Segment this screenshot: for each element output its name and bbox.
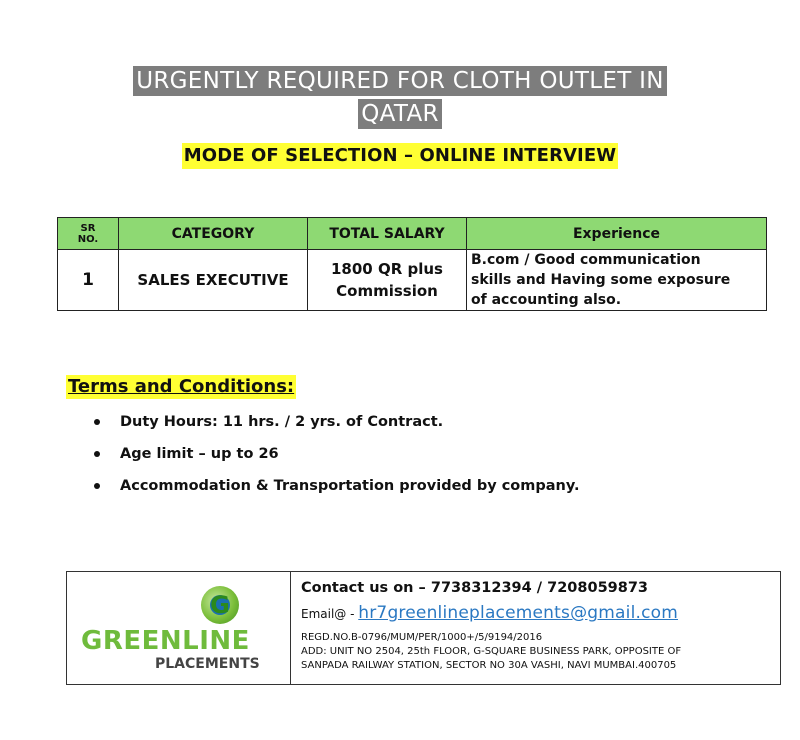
experience-line-2: skills and Having some exposure xyxy=(471,272,731,288)
contact-phone: Contact us on – 7738312394 / 7208059873 xyxy=(301,580,649,596)
header-total-salary: TOTAL SALARY xyxy=(308,218,467,250)
page-title xyxy=(0,66,800,129)
logo-letter: G xyxy=(210,591,230,619)
bullet-icon xyxy=(94,483,100,489)
selection-mode-subtitle: MODE OF SELECTION – ONLINE INTERVIEW xyxy=(182,143,618,169)
title-line-2: QATAR xyxy=(358,99,442,129)
cell-experience xyxy=(467,250,767,311)
bullet-icon xyxy=(94,419,100,425)
term-text: Duty Hours: 11 hrs. / 2 yrs. of Contract. xyxy=(120,414,444,430)
header-sr-no xyxy=(58,218,119,250)
list-item xyxy=(92,440,580,472)
table-row xyxy=(58,250,767,311)
header-sr-line1: SR xyxy=(80,222,96,234)
cell-category: SALES EXECUTIVE xyxy=(119,250,308,311)
salary-line-1: 1800 QR plus xyxy=(331,260,443,278)
title-line-1: URGENTLY REQUIRED FOR CLOTH OUTLET IN xyxy=(133,66,667,96)
subtitle-wrap xyxy=(0,143,800,169)
header-sr-line2: NO. xyxy=(77,233,99,245)
table-header-row xyxy=(58,218,767,250)
email-label: Email@ - xyxy=(301,607,355,621)
terms-list xyxy=(92,408,580,504)
list-item xyxy=(92,472,580,504)
globe-logo-icon xyxy=(201,586,239,624)
company-logo xyxy=(67,572,291,684)
footer-contact-box xyxy=(66,571,781,685)
header-category: CATEGORY xyxy=(119,218,308,250)
contact-details xyxy=(291,572,780,684)
cell-sr-no: 1 xyxy=(58,250,119,311)
job-table xyxy=(57,217,767,311)
email-row xyxy=(301,602,780,625)
experience-line-3: of accounting also. xyxy=(471,292,622,308)
cell-salary xyxy=(308,250,467,311)
bullet-icon xyxy=(94,451,100,457)
header-experience: Experience xyxy=(467,218,767,250)
list-item xyxy=(92,408,580,440)
terms-title: Terms and Conditions: xyxy=(68,376,295,397)
email-link[interactable]: hr7greenlineplacements@gmail.com xyxy=(358,603,679,623)
experience-line-1: B.com / Good communication xyxy=(471,252,701,268)
logo-text: GREENLINE xyxy=(81,626,250,656)
address-line-2: SANPADA RAILWAY STATION, SECTOR NO 30A VASHI, NAVI MUMBAI.400705 xyxy=(301,660,677,671)
salary-line-2: Commission xyxy=(336,282,438,300)
address-line-1: ADD: UNIT NO 2504, 25th FLOOR, G-SQUARE BUSINESS PARK, OPPOSITE OF xyxy=(301,646,682,657)
term-text: Age limit – up to 26 xyxy=(120,446,279,462)
registration-number: REGD.NO.B-0796/MUM/PER/1000+/5/9194/2016 xyxy=(301,632,543,643)
logo-subtext: PLACEMENTS xyxy=(155,656,260,672)
term-text: Accommodation & Transportation provided by company. xyxy=(120,478,580,494)
